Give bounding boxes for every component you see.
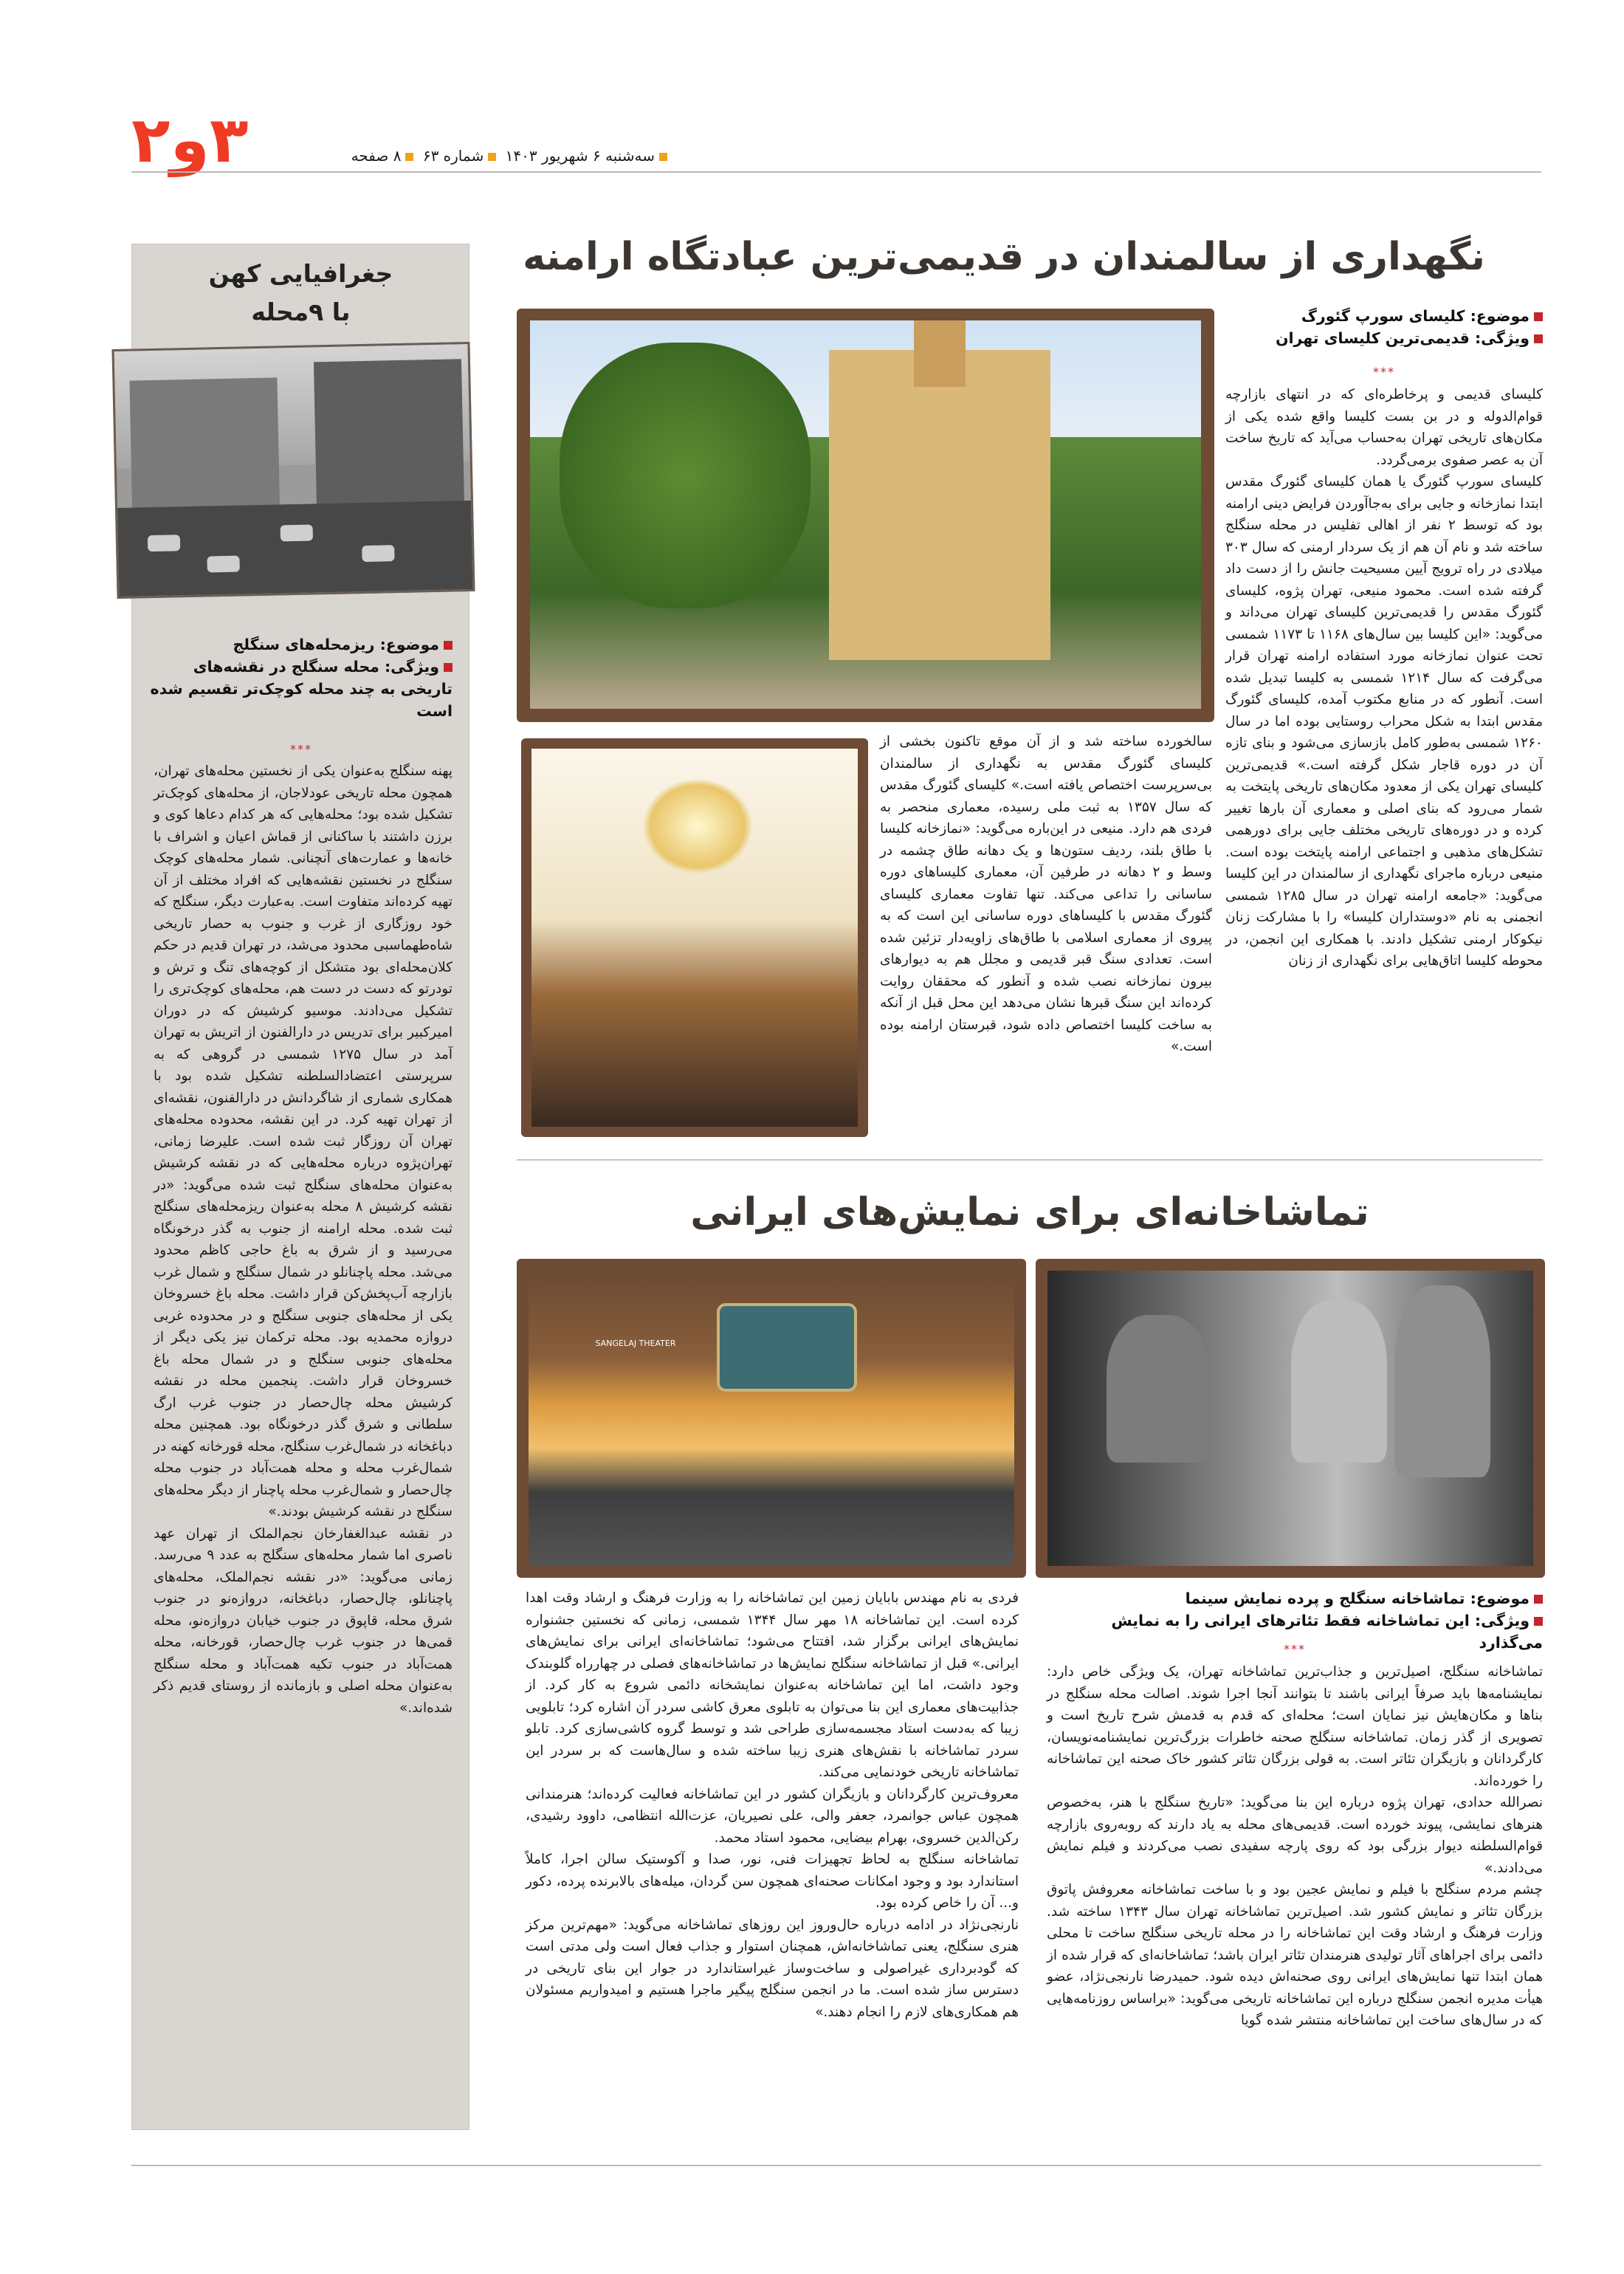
article1-subject: موضوع: کلیسای سورپ گئورگ xyxy=(1301,307,1530,325)
article2-column-1 xyxy=(1047,1661,1543,2156)
square-bullet-icon xyxy=(1534,334,1543,343)
square-bullet-icon xyxy=(659,153,667,161)
sidebar-subject: موضوع: ریزمحله‌های سنگلج xyxy=(233,636,439,653)
article1-separator: *** xyxy=(1373,365,1395,379)
article2-photo-stage-actors xyxy=(1036,1259,1545,1578)
article2-photo-theater-entrance xyxy=(517,1259,1026,1578)
sidebar-feature: ویژگی: محله سنگلج در نقشه‌های تاریخی به چند محله کوچک‌تر تقسیم شده است xyxy=(150,658,453,720)
footer-rule xyxy=(131,2165,1541,2166)
sidebar-paragraph: در نقشه عبدالغفارخان نجم‌الملک از تهران عهد ناصری اما شمار محله‌های سنگلج به عدد ۹ می‌رسد. زمانی می‌گوید: «در نقشه نجم‌الملک، محله‌های پاچنانلو، چال‌حصار، دباغخانه، دروازه‌نو در جنوب شرق محله، قاپوق در جنوب خیابان دروازه‌نو، محله قمی‌ها در جنوب غرب چال‌حصار، قورخانه، محله همت‌آباد در جنوب تکیه همت‌آباد و محله سنگلج به‌عنوان محله اصلی و بازمانده از روستای قدیم ذکر شده‌اند.» xyxy=(154,1525,453,1716)
page-numbers: ۳و۲ xyxy=(131,103,249,177)
issue-date: سه‌شنبه ۶ شهریور ۱۴۰۳ xyxy=(505,147,655,165)
article2-paragraph: تماشاخانه سنگلج به لحاظ تجهیزات فنی، نور، صدا و آکوستیک سالن اجرا، کاملاً استاندارد بود و وجود امکانات صحنه‌ای همچون سن گردان، میله‌های بالابرنده پرده، دکور و... آن را خاص کرده بود. xyxy=(526,1852,1019,1911)
issue-number: شماره ۶۳ xyxy=(422,147,484,165)
header-rule xyxy=(131,171,1541,173)
article2-column-2 xyxy=(526,1587,1019,2156)
article-divider xyxy=(517,1159,1543,1161)
article1-column-1 xyxy=(1225,384,1543,1122)
article2-meta xyxy=(1047,1587,1543,1652)
article1-photo-church-exterior xyxy=(517,309,1214,722)
article1-headline: نگهداری از سالمندان در قدیمی‌ترین عبادتگاه ارامنه xyxy=(523,235,1485,279)
article2-paragraph: فردی به نام مهندس بابایان زمین این تماشاخانه را به وزارت فرهنگ و ارشاد وقت اهدا کرده است. این تماشاخانه ۱۸ مهر سال ۱۳۴۴ شمسی، زمانی که نخستین جشنواره نمایش‌های ایرانی برگزار شد، افتتاح می‌شود؛ تماشاخانه‌ای ایرانی برای نمایش‌های ایرانی.» قبل از تماشاخانه سنگلج نمایش‌ها در تماشاخانه‌های فصلی در چهارراه گلوبندک وجود داشت، اما این تماشاخانه به‌عنوان نمایشخانه دائمی شروع به کار کرد. از جذابیت‌های معماری این بنا می‌توان به تابلوی معرق کاشی سردر آن اشاره کرد؛ تابلویی زیبا که به‌دست استاد مجسمه‌سازی طراحی شد و توسط گروه کاشی‌سازی کرد. تابلو سردر تماشاخانه با نقش‌های هنری زیبا ساخته شده و سال‌هاست که بر سردر این تماشاخانه تاریخی خودنمایی می‌کند. xyxy=(526,1590,1019,1780)
article2-separator: *** xyxy=(1284,1642,1306,1656)
square-bullet-icon xyxy=(1534,312,1543,321)
article1-paragraph: کلیسای سورپ گئورگ یا همان کلیسای گئورگ مقدس ابتدا نمازخانه و جایی برای به‌جاآوردن فرایض دینی ارامنه بود که توسط ۲ نفر از اهالی تفلیس در محله سنگلج ساخته شد و نام آن هم از یک سردار ارمنی که سال ۳۰۳ میلادی در راه ترویج آیین مسیحیت جانش را از دست داد گرفته شده است. محمود منیعی، تهران پژوه، کلیسای گئورگ مقدس را قدیمی‌ترین کلیسای تهران می‌داند و می‌گوید: «این کلیسا بین سال‌های ۱۱۶۸ تا ۱۱۷۳ شمسی تحت عنوان نمازخانه مورد استفاده ارامنه تهران قرار می‌گرفت که سال ۱۲۱۴ شمسی به کلیسا تبدیل شده است. آنطور که در منابع مکتوب آمده، کلیسای گئورگ مقدس ابتدا به شکل محراب روستایی بوده اما در سال ۱۲۶۰ شمسی به‌طور کامل بازسازی می‌شود و بنای تازه آن در دوره قاجار شکل گرفته است.» قدیمی‌ترین کلیسای تهران یکی از معدود مکان‌های تاریخی پایتخت به شمار می‌رود که بنای اصلی و معماری آن بارها تغییر کرده و در دوره‌های تاریخی مختلف جایی برای دورهمی تشکل‌های مذهبی و اجتماعی ارامنه پایتخت بوده است. منیعی درباره ماجرای نگهداری از سالمندان در این کلیسا می‌گوید: «جامعه ارامنه تهران در سال ۱۲۸۵ شمسی انجمنی به نام «دوستداران کلیسا» را با مشارکت زنان نیکوکار ارمنی تشکیل دادند. با همکاری این انجمن، در محوطه کلیسا اتاق‌هایی برای نگهداری از زنان xyxy=(1225,474,1543,969)
square-bullet-icon xyxy=(488,153,496,161)
sidebar-paragraph: پهنه سنگلج به‌عنوان یکی از نخستین محله‌های تهران، همچون محله تاریخی عودلاجان، از محله‌های کوچک‌تر تشکیل شده بود؛ محله‌هایی که هر کدام دعاها کوی و برزن داشتند با ساکنانی از قماش اعیان و اشراف با خانه‌ها و عمارت‌های آنچنانی. شمار محله‌های کوچک سنگلج در نخستین نقشه‌هایی که افراد مختلف از آن تهیه کرده‌اند متفاوت است. به‌عبارت دیگر، سنگلج که خود روزگاری از غرب و جنوب به حصار تاریخی شاه‌طهماسبی محدود می‌شد، در تهران قدیم در حکم کلان‌محله‌ای بود متشکل از کوچه‌های تنگ و ترش و تودرتو که دست در دست هم، محله‌های کوچک‌تری را تشکیل می‌دادند. موسیو کرشیش که در دوران امیرکبیر برای تدریس در دارالفنون از اتریش به تهران آمد در سال ۱۲۷۵ شمسی در گروهی که به سرپرستی اعتضادالسلطنه تشکیل شده بود با همکاری شماری از شاگردانش در دارالفنون، نقشه‌ای از تهران تهیه کرد. در این نقشه، محدوده محله‌های تهران آن روزگار ثبت شده است. علیرضا زمانی، تهران‌پژوه درباره محله‌هایی که در نقشه کرشیش به‌عنوان محله‌های سنگلج ثبت شده می‌گوید: «در نقشه کرشیش ۸ محله به‌عنوان ریزمحله‌های سنگلج ثبت شده. محله ارامنه از جنوب به گذر درخونگاه می‌رسید و از شرق به باغ حاجی کاظم محدود می‌شد. محله پاچنانلو در شمال سنگلج و شمال غرب بازارچه آب‌پخش‌کن قرار داشت. محله باغ خسروخان یکی از محله‌های جنوبی سنگلج و در محدوده غربی دروازه محمدیه بود. محله ترکمان نیز یکی دیگر از محله‌های جنوبی سنگلج و در شمال محله باغ خسروخان قرار داشت. پنجمین محله در نقشه کرشیش محله چال‌حصار در جنوب غرب ارگ سلطانی و شرق گذر درخونگاه بود. همچنین محله دباغخانه در شمال‌غرب سنگلج، محله قورخانه کهنه در شمال‌غرب محله و محله همت‌آباد در جنوب محله چال‌حصار و شمال‌غرب محله پاچنار از دیگر محله‌های سنگلج در نقشه کرشیش بودند.» xyxy=(154,763,453,1519)
article2-subject: موضوع: تماشاخانه سنگلج و پرده نمایش سینما xyxy=(1185,1590,1530,1607)
sidebar-meta xyxy=(150,633,453,737)
article2-paragraph: معروف‌ترین کارگردانان و بازیگران کشور در این تماشاخانه فعالیت کرده‌اند؛ هنرمندانی همچون عباس جوانمرد، جعفر والی، علی نصیریان، عزت‌الله انتظامی، داوود رشیدی، رکن‌الدین خسروی، بهرام بیضایی، محمود استاد محمد. xyxy=(526,1786,1019,1846)
article1-column-2 xyxy=(880,731,1212,1144)
square-bullet-icon xyxy=(444,663,453,672)
square-bullet-icon xyxy=(1534,1617,1543,1626)
article2-paragraph: چشم مردم سنگلج با فیلم و نمایش عجین بود و با ساخت تماشاخانه معروفش پاتوق بزرگان تئاتر و نمایش کشور شد. اصیل‌ترین تماشاخانه تهران سال ۱۳۴۳ ساخته شد. وزارت فرهنگ و ارشاد وقت این تماشاخانه را در محله تاریخی سنگلج ساخت تا محلی دائمی برای اجراهای آثار تولیدی هنرمندان تئاتر ایران باشد؛ تماشاخانه‌ای که قرار شده از همان ابتدا تنها نمایش‌های ایرانی روی صحنه‌اش دیده شود. حمیدرضا نارنجی‌نژاد، عضو هیأت مدیره انجمن سنگلج درباره این تماشاخانه تاریخی می‌گوید: «براساس روزنامه‌هایی که در سال‌های ساخت این تماشاخانه منتشر شده گویا xyxy=(1047,1882,1543,2028)
page-count: ۸ صفحه xyxy=(351,147,402,165)
sidebar-photo-old-street xyxy=(112,342,475,599)
theater-sign-text: SANGELAJ THEATER xyxy=(595,1339,676,1348)
sidebar-separator: *** xyxy=(290,742,312,756)
sidebar-body xyxy=(154,760,453,2134)
sidebar-title: جغرافیایی کهن با ۹محله xyxy=(208,259,393,326)
article2-headline: تماشاخانه‌ای برای نمایش‌های ایرانی xyxy=(690,1190,1369,1234)
article1-photo-church-interior xyxy=(521,738,868,1137)
issue-meta xyxy=(258,143,672,168)
article2-feature: ویژگی: این تماشاخانه فقط تئاترهای ایرانی را به نمایش می‌گذارد xyxy=(1111,1612,1543,1652)
article1-paragraph: کلیسای قدیمی و پرخاطره‌ای که در انتهای بازارچه قوام‌الدوله و در بن بست کلیسا واقع شده یکی از مکان‌های تاریخی تهران به‌حساب می‌آید که تاریخ ساخت آن به عصر صفوی برمی‌گردد. xyxy=(1225,387,1543,468)
theater-sign xyxy=(717,1303,857,1392)
square-bullet-icon xyxy=(1534,1595,1543,1604)
article1-feature: ویژگی: قدیمی‌ترین کلیسای تهران xyxy=(1275,329,1530,347)
article2-paragraph: نصرالله حدادی، تهران پژوه درباره این بنا می‌گوید: «تاریخ سنگلج با هنر، به‌خصوص هنرهای نمایشی، پیوند خورده است. قدیمی‌های محله به یاد دارند که روبه‌روی بازارچه قوام‌السلطنه دیوار بزرگی بود که روی پارچه سفیدی نصب می‌کردند و فیلم نمایش می‌دادند.» xyxy=(1047,1795,1543,1876)
article1-paragraph: سالخورده ساخته شد و از آن موقع تاکنون بخشی از کلیسای گئورگ مقدس به نگهداری از سالمندان بی‌سرپرست اختصاص یافته است.» کلیسای گئورگ مقدس که سال ۱۳۵۷ به ثبت ملی رسیده، معماری منحصر به فردی هم دارد. منیعی در این‌باره می‌گوید: «نمازخانه کلیسا با طاق بلند، ردیف ستون‌ها و یک دهانه طاق چشمه در وسط و ۲ دهانه در طرفین آن، معماری کلیساهای دوره ساسانی را تداعی می‌کند. تنها تفاوت معماری کلیسای گئورگ مقدس با کلیساهای دوره ساسانی این است که به پیروی از معماری اسلامی با طاق‌های زاویه‌دار تزئین شده است. تعدادی سنگ قبر قدیمی و مجلل هم به دیوارهای بیرون نمازخانه نصب شده و آنطور که محققان روایت کرده‌اند این سنگ قبرها نشان می‌دهد این محل قبل از آنکه به ساخت کلیسا اختصاص داده شود، قبرستان ارامنه بوده است.» xyxy=(880,734,1212,1054)
article1-meta xyxy=(1225,305,1543,354)
article2-paragraph: تماشاخانه سنگلج، اصیل‌ترین و جذاب‌ترین تماشاخانه تهران، یک ویژگی خاص دارد: نمایشنامه‌ها باید صرفاً ایرانی باشند تا بتوانند آنجا اجرا شوند. اصالت محله سنگلج در بناها و مکان‌هایش نیز نمایان است؛ محله‌ای که قدم به قدمش شرح تاریخ است و تصویری از گذر زمان. تماشاخانه سنگلج صحنه خاطرات بزرگ‌ترین نمایشنامه‌نویسان، کارگردانان و بازیگران تئاتر است. به قولی بزرگان تئاتر کشور خاک صحنه این تماشاخانه را خورده‌اند. xyxy=(1047,1664,1543,1789)
square-bullet-icon xyxy=(405,153,413,161)
square-bullet-icon xyxy=(444,641,453,650)
article2-paragraph: نارنجی‌نژاد در ادامه درباره حال‌وروز این روزهای تماشاخانه می‌گوید: «مهم‌ترین مرکز هنری سنگلج، یعنی تماشاخانه‌اش، همچنان استوار و جذاب فعال است ولی مدتی است که گودبرداری غیراصولی و ساخت‌وساز غیراستاندارد در جوار این بنای تاریخی در دسترس ساز شده است. ما در انجمن سنگلج پیگیر ماجرا هستیم و امیدواریم مسئولان هم همکاری‌های لازم را انجام دهند.» xyxy=(526,1917,1019,2020)
